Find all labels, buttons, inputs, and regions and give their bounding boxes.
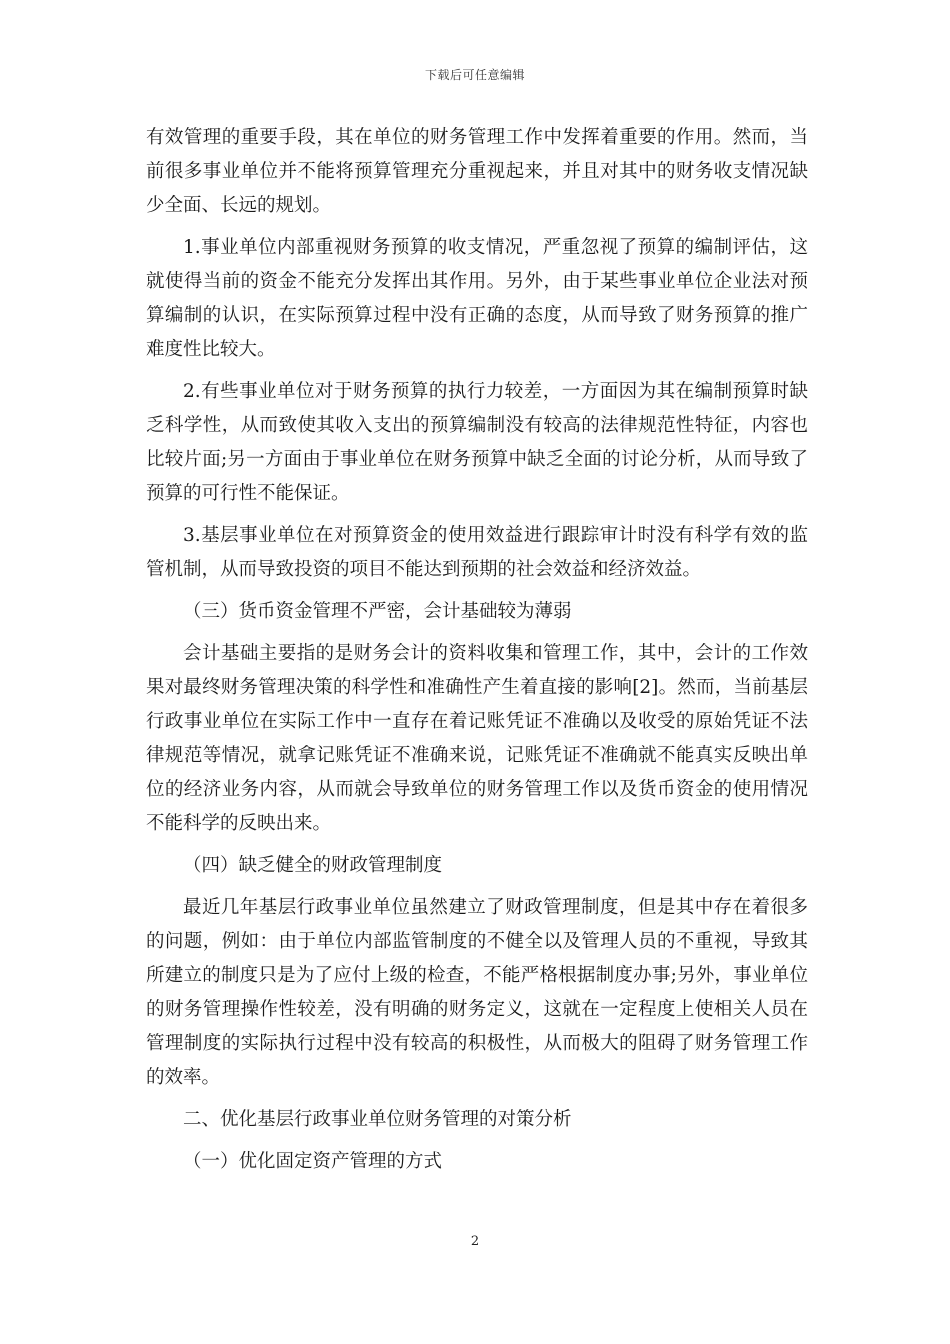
paragraph-item-1: 1.事业单位内部重视财务预算的收支情况，严重忽视了预算的编制评估，这就使得当前的资金不能充分发挥出其作用。另外，由于某些事业单位企业法对预算编制的认识，在实际预算过程中没有正确的态度，从而导致了财务预算的推广难度性比较大。 (146, 237, 808, 360)
paragraph-item-2: 2.有些事业单位对于财务预算的执行力较差，一方面因为其在编制预算时缺乏科学性，从而致使其收入支出的预算编制没有较高的法律规范性特征，内容也比较片面;另一方面由于事业单位在财务预算中缺乏全面的讨论分析，从而导致了预算的可行性不能保证。 (146, 381, 808, 504)
body-text (146, 121, 808, 1187)
section-heading-4: （四）缺乏健全的财政管理制度 (183, 855, 443, 876)
section-heading-1: （一）优化固定资产管理的方式 (183, 1151, 443, 1172)
paragraph-management-system: 最近几年基层行政事业单位虽然建立了财政管理制度，但是其中存在着很多的问题，例如：由于单位内部监管制度的不健全以及管理人员的不重视，导致其所建立的制度只是为了应付上级的检查，不能严格根据制度办事;另外，事业单位的财务管理操作性较差，没有明确的财务定义，这就在一定程度上使相关人员在管理制度的实际执行过程中没有较高的积极性，从而极大的阻碍了财务管理工作的效率。 (146, 897, 808, 1088)
paragraph-accounting-basis: 会计基础主要指的是财务会计的资料收集和管理工作，其中，会计的工作效果对最终财务管理决策的科学性和准确性产生着直接的影响[2]。然而，当前基层行政事业单位在实际工作中一直存在着记账凭证不准确以及收受的原始凭证不法律规范等情况，就拿记账凭证不准确来说，记账凭证不准确就不能真实反映出单位的经济业务内容，从而就会导致单位的财务管理工作以及货币资金的使用情况不能科学的反映出来。 (146, 643, 808, 834)
page-number: 2 (470, 1234, 480, 1249)
paragraph-continuation: 有效管理的重要手段，其在单位的财务管理工作中发挥着重要的作用。然而，当前很多事业单位并不能将预算管理充分重视起来，并且对其中的财务收支情况缺少全面、长远的规划。 (146, 127, 808, 216)
chapter-heading-2: 二、优化基层行政事业单位财务管理的对策分析 (183, 1109, 572, 1130)
section-heading-3: （三）货币资金管理不严密，会计基础较为薄弱 (183, 601, 572, 622)
header-note: 下载后可任意编辑 (424, 68, 525, 82)
paragraph-item-3: 3.基层事业单位在对预算资金的使用效益进行跟踪审计时没有科学有效的监管机制，从而导致投资的项目不能达到预期的社会效益和经济效益。 (146, 525, 808, 580)
